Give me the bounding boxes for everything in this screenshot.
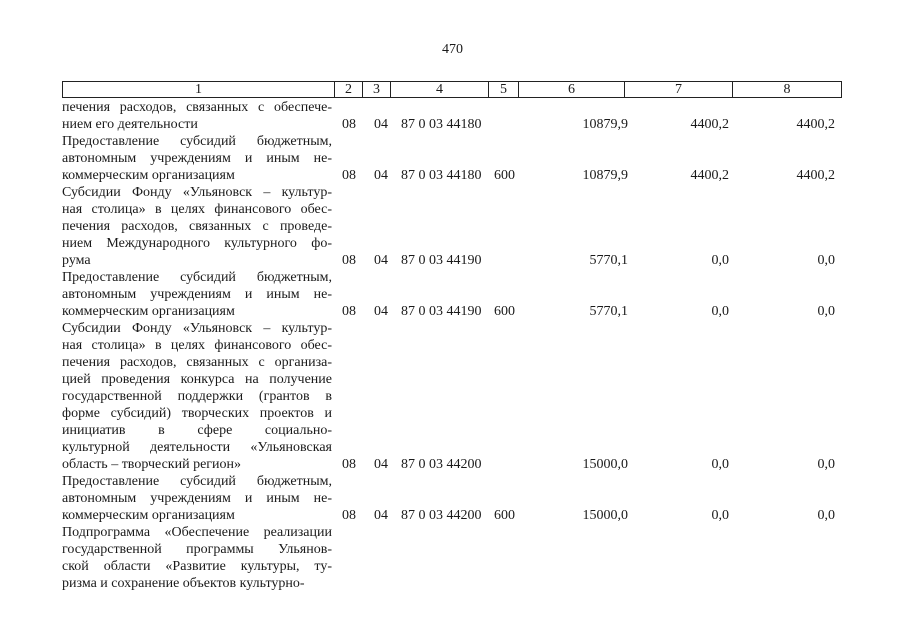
cell-col-2: 08 xyxy=(342,304,356,319)
column-header-8: 8 xyxy=(733,82,842,98)
column-header-row xyxy=(63,82,842,98)
cell-col-8: 4400,2 xyxy=(796,168,835,183)
table-row xyxy=(62,269,841,320)
cell-col-6: 5770,1 xyxy=(589,253,628,268)
description-line: автономным учреждениям и иным не- xyxy=(62,287,332,302)
column-header-4: 4 xyxy=(391,82,489,98)
description-line: печения расходов, связанных с обеспече- xyxy=(62,100,332,115)
cell-col-6: 15000,0 xyxy=(582,457,628,472)
cell-col-2: 08 xyxy=(342,168,356,183)
description-line: автономным учреждениям и иным не- xyxy=(62,151,332,166)
cell-col-4: 87 0 03 44190 xyxy=(401,253,482,268)
description-line: Субсидии Фонду «Ульяновск – культур- xyxy=(62,185,332,200)
cell-col-7: 0,0 xyxy=(711,253,729,268)
description-line: нием Международного культурного фо- xyxy=(62,236,332,251)
column-header-5: 5 xyxy=(489,82,519,98)
cell-col-8: 0,0 xyxy=(817,457,835,472)
table-row xyxy=(62,133,841,184)
cell-col-2: 08 xyxy=(342,253,356,268)
cell-col-5: 600 xyxy=(494,168,515,183)
description-line: культурной деятельности «Ульяновская xyxy=(62,440,332,455)
description-line: цией проведения конкурса на получение xyxy=(62,372,332,387)
cell-col-6: 5770,1 xyxy=(589,304,628,319)
cell-col-5: 600 xyxy=(494,304,515,319)
cell-col-8: 0,0 xyxy=(817,304,835,319)
description-line: Предоставление субсидий бюджетным, xyxy=(62,270,332,285)
table-row xyxy=(62,473,841,524)
column-header-1: 1 xyxy=(63,82,335,98)
cell-col-5: 600 xyxy=(494,508,515,523)
column-header-6: 6 xyxy=(519,82,625,98)
cell-col-4: 87 0 03 44200 xyxy=(401,508,482,523)
description-line: нием его деятельности xyxy=(62,117,198,132)
cell-col-6: 10879,9 xyxy=(582,117,628,132)
row-values xyxy=(62,252,841,269)
table-row xyxy=(62,184,841,269)
table-row xyxy=(62,99,841,133)
cell-col-8: 0,0 xyxy=(817,508,835,523)
description-line: ской области «Развитие культуры, ту- xyxy=(62,559,332,574)
cell-col-4: 87 0 03 44180 xyxy=(401,117,482,132)
cell-col-3: 04 xyxy=(374,457,388,472)
description-line: ризма и сохранение объектов культурно- xyxy=(62,576,305,591)
column-header-table xyxy=(62,81,842,98)
row-description xyxy=(62,320,332,473)
column-header-3: 3 xyxy=(363,82,391,98)
row-values xyxy=(62,116,841,133)
cell-col-7: 4400,2 xyxy=(690,168,729,183)
table-row xyxy=(62,524,841,592)
cell-col-4: 87 0 03 44190 xyxy=(401,304,482,319)
cell-col-7: 0,0 xyxy=(711,304,729,319)
column-header-7: 7 xyxy=(625,82,733,98)
cell-col-8: 0,0 xyxy=(817,253,835,268)
description-line: ная столица» в целях финансового обес- xyxy=(62,338,332,353)
cell-col-3: 04 xyxy=(374,253,388,268)
description-line: коммерческим организациям xyxy=(62,304,235,319)
row-values xyxy=(62,167,841,184)
cell-col-3: 04 xyxy=(374,117,388,132)
row-values xyxy=(62,575,841,592)
cell-col-4: 87 0 03 44180 xyxy=(401,168,482,183)
description-line: государственной программы Ульянов- xyxy=(62,542,332,557)
description-line: коммерческим организациям xyxy=(62,508,235,523)
description-line: рума xyxy=(62,253,91,268)
cell-col-4: 87 0 03 44200 xyxy=(401,457,482,472)
description-line: автономным учреждениям и иным не- xyxy=(62,491,332,506)
cell-col-6: 10879,9 xyxy=(582,168,628,183)
description-line: Подпрограмма «Обеспечение реализации xyxy=(62,525,332,540)
row-values xyxy=(62,456,841,473)
budget-table-body xyxy=(62,99,841,592)
description-line: ная столица» в целях финансового обес- xyxy=(62,202,332,217)
description-line: Субсидии Фонду «Ульяновск – культур- xyxy=(62,321,332,336)
description-line: форме субсидий) творческих проектов и xyxy=(62,406,332,421)
cell-col-3: 04 xyxy=(374,168,388,183)
cell-col-7: 4400,2 xyxy=(690,117,729,132)
description-line: Предоставление субсидий бюджетным, xyxy=(62,474,332,489)
description-line: государственной поддержки (грантов в xyxy=(62,389,332,404)
description-line: область – творческий регион» xyxy=(62,457,242,472)
description-line: инициатив в сфере социально- xyxy=(62,423,332,438)
cell-col-3: 04 xyxy=(374,304,388,319)
cell-col-2: 08 xyxy=(342,508,356,523)
cell-col-6: 15000,0 xyxy=(582,508,628,523)
cell-col-2: 08 xyxy=(342,117,356,132)
row-values xyxy=(62,303,841,320)
description-line: печения расходов, связанных с организа- xyxy=(62,355,332,370)
cell-col-7: 0,0 xyxy=(711,457,729,472)
description-line: Предоставление субсидий бюджетным, xyxy=(62,134,332,149)
page-number: 470 xyxy=(442,42,463,57)
cell-col-3: 04 xyxy=(374,508,388,523)
cell-col-7: 0,0 xyxy=(711,508,729,523)
description-line: коммерческим организациям xyxy=(62,168,235,183)
cell-col-2: 08 xyxy=(342,457,356,472)
cell-col-8: 4400,2 xyxy=(796,117,835,132)
table-row xyxy=(62,320,841,473)
column-header-2: 2 xyxy=(335,82,363,98)
description-line: печения расходов, связанных с проведе- xyxy=(62,219,332,234)
row-values xyxy=(62,507,841,524)
